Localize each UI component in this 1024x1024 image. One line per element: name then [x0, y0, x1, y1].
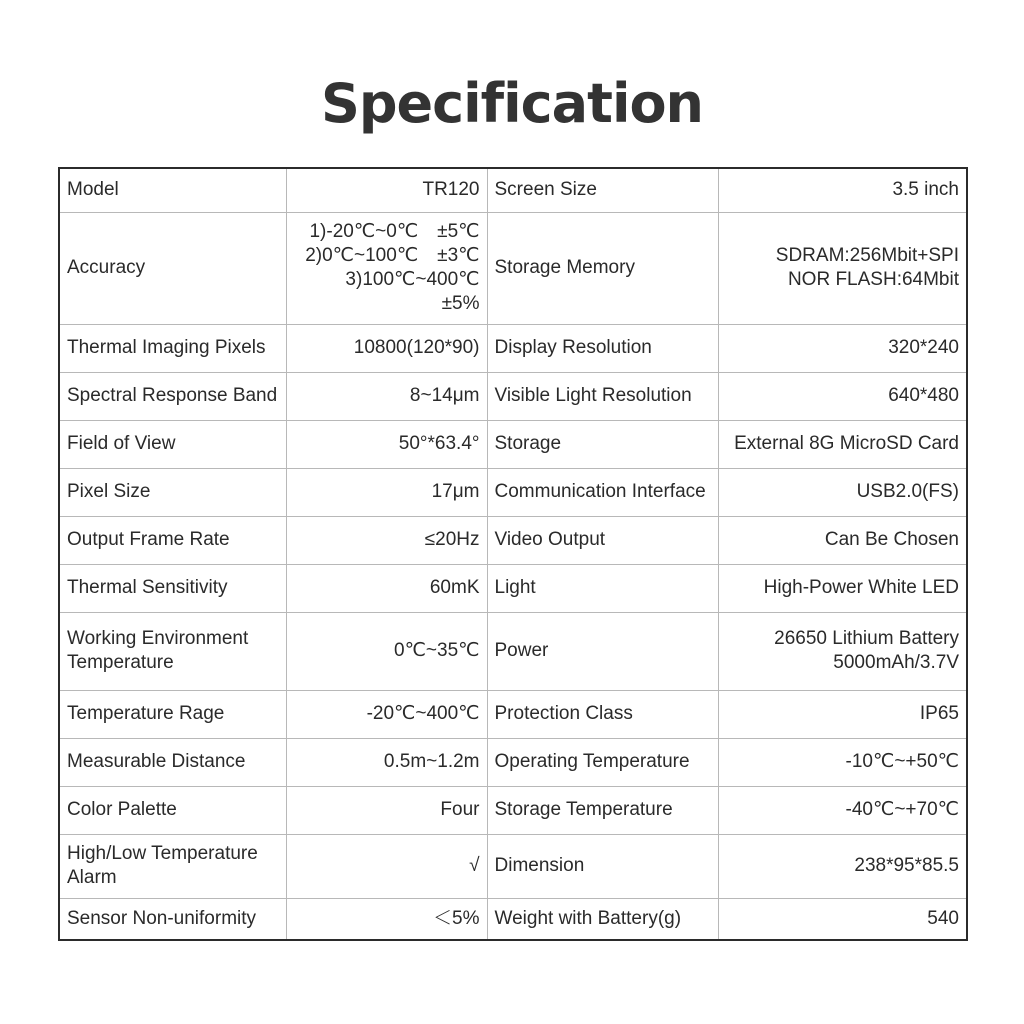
table-row — [59, 420, 967, 468]
spec-value — [286, 786, 487, 834]
spec-label: Pixel Size — [59, 468, 286, 516]
table-row — [59, 372, 967, 420]
spec-label: Temperature Rage — [59, 690, 286, 738]
table-row — [59, 898, 967, 940]
spec-value-line: Can Be Chosen — [824, 529, 959, 550]
spec-value-line: -40℃~+70℃ — [845, 799, 959, 820]
spec-label: Storage Memory — [487, 212, 718, 324]
table-row — [59, 468, 967, 516]
spec-label: Video Output — [487, 516, 718, 564]
spec-value-line: External 8G MicroSD Card — [734, 433, 959, 454]
spec-value — [286, 420, 487, 468]
spec-value-line: 3.5 inch — [892, 179, 959, 201]
spec-value — [286, 612, 487, 690]
spec-label: Color Palette — [59, 786, 286, 834]
spec-value-line: ＜5% — [433, 907, 480, 929]
spec-value-line: 2)0℃~100℃ ±3℃ — [305, 245, 480, 266]
spec-label: Field of View — [59, 420, 286, 468]
table-row — [59, 834, 967, 898]
spec-label: Sensor Non-uniformity — [59, 898, 286, 940]
spec-label: Storage Temperature — [487, 786, 718, 834]
spec-label: Measurable Distance — [59, 738, 286, 786]
spec-value-line: 238*95*85.5 — [854, 855, 959, 876]
spec-label: Thermal Sensitivity — [59, 564, 286, 612]
spec-value — [718, 168, 967, 212]
spec-value — [286, 564, 487, 612]
spec-label: Thermal Imaging Pixels — [59, 324, 286, 372]
spec-value-line: 0.5m~1.2m — [383, 751, 480, 772]
spec-value — [718, 898, 967, 940]
table-row — [59, 168, 967, 212]
spec-value-line: 8~14μm — [409, 385, 480, 406]
spec-value-line: NOR FLASH:64Mbit — [787, 269, 959, 290]
page-title: Specification — [320, 72, 703, 135]
spec-value-line: √ — [469, 855, 480, 876]
spec-value — [718, 516, 967, 564]
spec-value — [286, 516, 487, 564]
spec-value-line: 1)-20℃~0℃ ±5℃ — [309, 221, 480, 242]
spec-label: Light — [487, 564, 718, 612]
spec-value — [286, 372, 487, 420]
spec-value — [286, 168, 487, 212]
spec-label: Communication Interface — [487, 468, 718, 516]
spec-label: Display Resolution — [487, 324, 718, 372]
spec-value-line: 26650 Lithium Battery — [774, 628, 959, 649]
spec-label: Protection Class — [487, 690, 718, 738]
spec-value — [718, 420, 967, 468]
spec-value — [718, 564, 967, 612]
spec-label: Accuracy — [59, 212, 286, 324]
spec-label: High/Low Temperature Alarm — [59, 834, 286, 898]
spec-value — [718, 372, 967, 420]
spec-label: Output Frame Rate — [59, 516, 286, 564]
spec-label: Power — [487, 612, 718, 690]
table-row — [59, 612, 967, 690]
spec-value-line: 10800(120*90) — [353, 337, 480, 358]
table-row — [59, 564, 967, 612]
spec-value-line: 540 — [927, 907, 959, 929]
table-row — [59, 516, 967, 564]
spec-value-line: USB2.0(FS) — [856, 481, 959, 502]
spec-value-line: 17μm — [431, 481, 480, 502]
spec-value-line: IP65 — [919, 703, 959, 724]
spec-value — [286, 738, 487, 786]
spec-value — [286, 690, 487, 738]
spec-value — [286, 468, 487, 516]
spec-value-line: 3)100℃~400℃ ±5% — [345, 269, 499, 314]
spec-value — [718, 324, 967, 372]
table-row — [59, 738, 967, 786]
spec-value-line: 320*240 — [888, 337, 959, 358]
spec-label: Storage — [487, 420, 718, 468]
spec-value-line: TR120 — [422, 179, 480, 201]
spec-value-line: 640*480 — [888, 385, 959, 406]
spec-value-line: ≤20Hz — [424, 529, 480, 550]
spec-value — [718, 834, 967, 898]
spec-label: Operating Temperature — [487, 738, 718, 786]
spec-value — [718, 786, 967, 834]
table-row — [59, 212, 967, 324]
spec-value — [718, 612, 967, 690]
spec-value-line: SDRAM:256Mbit+SPI — [775, 245, 959, 266]
spec-value-line: -20℃~400℃ — [366, 703, 480, 724]
spec-label: Model — [59, 168, 286, 212]
spec-label: Visible Light Resolution — [487, 372, 718, 420]
spec-value-line: 50°*63.4° — [398, 433, 480, 454]
spec-value — [286, 324, 487, 372]
spec-value — [718, 738, 967, 786]
spec-value — [286, 898, 487, 940]
table-row — [59, 690, 967, 738]
table-row — [59, 324, 967, 372]
spec-label: Spectral Response Band — [59, 372, 286, 420]
spec-value-line: 0℃~35℃ — [394, 640, 480, 661]
spec-value — [718, 468, 967, 516]
spec-value — [286, 834, 487, 898]
spec-value — [718, 212, 967, 324]
spec-label: Dimension — [487, 834, 718, 898]
spec-value-line: High-Power White LED — [763, 577, 959, 598]
spec-value-line: -10℃~+50℃ — [845, 751, 959, 772]
spec-value — [718, 690, 967, 738]
spec-label: Screen Size — [487, 168, 718, 212]
spec-label: Working Environment Temperature — [59, 612, 286, 690]
specification-table — [58, 167, 968, 941]
spec-label: Weight with Battery(g) — [487, 898, 718, 940]
spec-value-line: Four — [440, 799, 480, 820]
spec-value-line: 5000mAh/3.7V — [833, 652, 959, 673]
spec-value-line: 60mK — [429, 577, 480, 598]
table-row — [59, 786, 967, 834]
spec-value — [286, 212, 499, 324]
